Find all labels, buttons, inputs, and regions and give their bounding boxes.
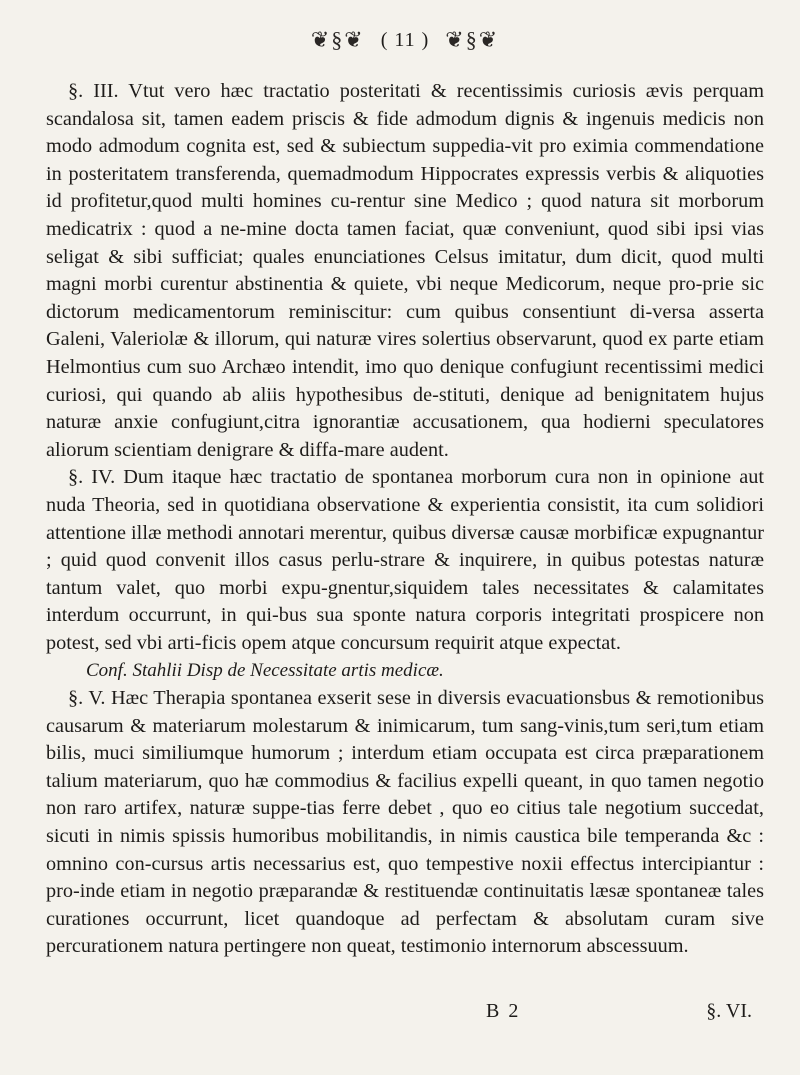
section-heading: §. IV. bbox=[68, 466, 116, 489]
paragraph-section-3 bbox=[46, 78, 764, 464]
ornament-left-icon: ❦§❦ bbox=[310, 27, 365, 52]
citation: Conf. Stahlii Disp de Necessitate artis medicæ. bbox=[86, 660, 444, 682]
page-footer bbox=[46, 1000, 764, 1040]
catchword: §. VI. bbox=[706, 1000, 752, 1022]
page-number: ( 11 ) bbox=[380, 28, 430, 51]
paragraph-text: Dum itaque hæc tractatio de spontanea morborum cura non in opinione aut nuda Theoria, sed in quotidiana observatione & experientia consistit, ita cum solidiori attentione illæ methodi annotari merentur, quibus diversæ causæ morbificæ expugnantur ; quid quod convenit illos casus perlu-strare & inquirere, in quibus potestas naturæ tantum valet, quo morbi expu-gnentur,siquidem tales necessitates & calamitates interdum occurrunt, in qui-bus sua sponte natura corporis integritati prospicere non potest, sed vbi arti-ficis opem atque concursum requirit atque expectat. bbox=[46, 466, 764, 654]
paragraph-section-5 bbox=[46, 685, 764, 961]
paragraph-text: Vtut vero hæc tractatio posteritati & recentissimis curiosis ævis perquam scandalosa sit, tamen eadem priscis & fide admodum dignis & ingenuis medicis non modo admodum cognita est, sed & subiectum suppedia-vit pro eximia commendatione in posteritatem transferenda, quemadmodum Hippocrates expressis verbis & aliquoties id profitetur,quod multi homines cu-rentur sine Medico ; quod natura sit morborum medicatrix : quod a ne-mine docta tamen faciat, quæ conveniunt, quod sibi ipsi vias seligat & sibi sufficiat; quales enunciationes Celsus imitatur, dum dicit, quod multi magni morbi curentur abstinentia & quiete, vbi neque Medicorum, neque pro-prie sic dictorum medicamentorum reminiscitur: cum quibus consentiunt di-versa asserta Galeni, Valeriolæ & illorum, qui naturæ vires solertius observarunt, quod ex parte etiam Helmontius cum suo Archæo intendit, imo quo denique confugiunt recentissimi medici curiosi, qui quando ab aliis hypothesibus de-stituti, denique ad benignitatem hujus naturæ anxie confugiunt,citra ignorantiæ accusationem, qua hodierni speculatores aliorum scientiam denigrare & diffa-mare audent. bbox=[46, 80, 764, 461]
section-heading: §. V. bbox=[68, 687, 106, 710]
ornament-right-icon: ❦§❦ bbox=[445, 27, 500, 52]
paragraph-section-4 bbox=[46, 464, 764, 657]
section-heading: §. III. bbox=[68, 80, 119, 102]
page-header bbox=[46, 18, 764, 62]
body-text bbox=[46, 78, 764, 961]
signature-mark: B 2 bbox=[486, 1000, 521, 1022]
paragraph-text: Hæc Therapia spontanea exserit sese in diversis evacuationsbus & remotionibus causarum & materiarum molestarum & inimicarum, tum sang-vinis,tum seri,tum etiam bilis, muci similiumque humorum ; interdum etiam occupata est circa præparationem talium materiarum, quo hæ commodius & facilius expelli queant, in quo tamen negotio non raro artifex, naturæ suppe-tias ferre debet , quo eo citius tale negotium succedat, sicuti in nimis spissis humoribus mobilitandis, in nimis caustica bile temperanda &c : omnino con-cursus artis necessarius est, quo tempestive noxii effectus intercipiantur : pro-inde etiam in negotio præparandæ & restituendæ continuitatis læsæ spontaneæ tales curationes occurrunt, licet quandoque ad perfectam & absolutam curam sive percurationem natura pertingere non queat, testimonio internorum abscessuum. bbox=[46, 687, 764, 958]
